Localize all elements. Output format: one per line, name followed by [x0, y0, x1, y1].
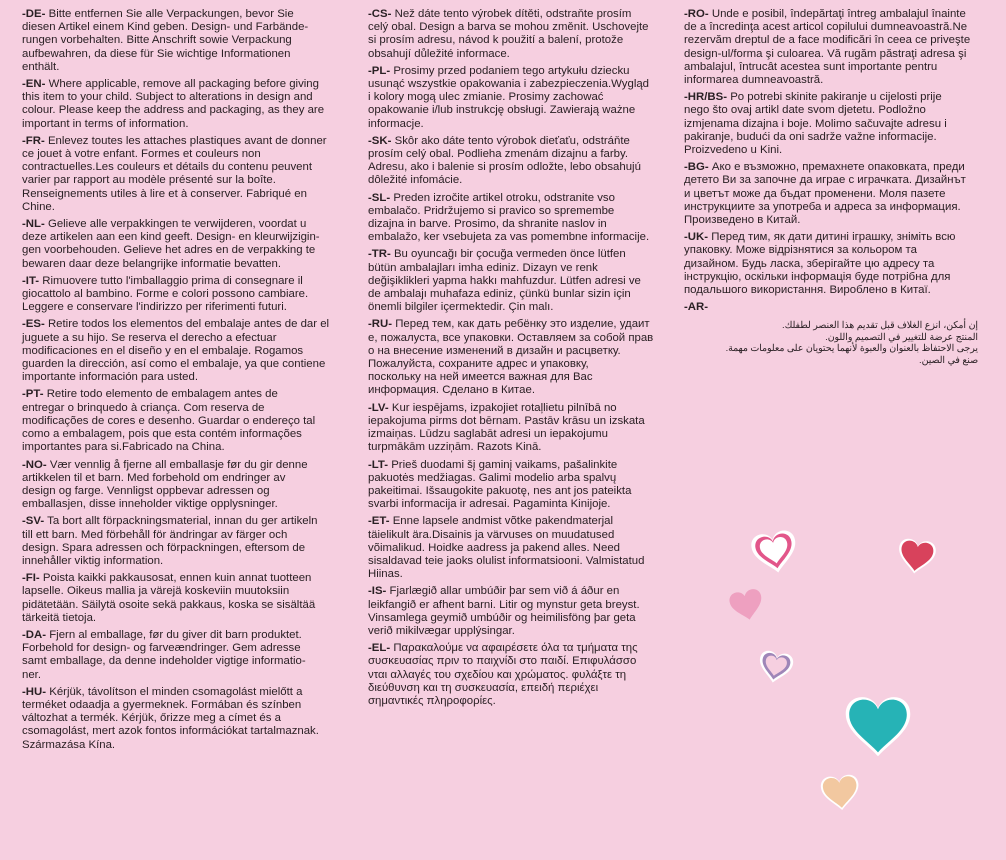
- instruction-text: Unde e posibil, îndepărtaţi întreg ambalajul înainte de a încredinţa acest articol copilului dumneavoastră.Ne rezervăm dreptul de a face modificări în ceea ce priveşte design-ul/forma şi culoarea. Vă rugăm păstraţi adresa şi ambalajul, întrucât acestea sunt importante pentru informarea dumneavoastră.: [684, 8, 971, 87]
- instruction-text: Prieš duodami šį gaminį vaikams, pašalinkite pakuotės medžiagas. Galimi modelio arba spalvų pakeitimai. Išsaugokite pakuotę, nes ant jos pateikta svarbi informacija ir adresai. Pagaminta Kinijoje.: [368, 458, 632, 511]
- language-code: -TR-: [368, 248, 391, 261]
- language-code: -SL-: [368, 191, 391, 204]
- language-code: -LT-: [368, 458, 389, 471]
- instruction-text: Kur iespējams, izpakojiet rotaļlietu pilnībā no iepakojuma pirms dot bērnam. Pastāv krāsu un izskata izmaiņas. Lūdzu saglabāt adresi un iepakojumu turpmākām uzziņām. Razots Kinā.: [368, 401, 645, 454]
- language-code: -LV-: [368, 401, 389, 414]
- language-code: -IT-: [22, 274, 40, 287]
- instruction-paragraph-es: [22, 318, 340, 384]
- instruction-paragraph-en: [22, 78, 340, 131]
- instruction-paragraph-ar: [684, 301, 984, 314]
- language-code: -SV-: [22, 515, 45, 528]
- instruction-text: Poista kaikki pakkausosat, ennen kuin annat tuotteen lapselle. Oikeus mallia ja värejä koskeviin muutoksiin pidätetään. Säilytä osoite sekä pakkaus, koska se sisältää tärkeitä tietoja.: [22, 572, 316, 624]
- instruction-text: Перед тем, как дать ребёнку это изделие, удаит е, пожалуста, все упаковки. Оставляем за собой прав о на внесение изменений в дизайн и расцветку. Пожалуйста, сохраните адрес и упаковку, поскольку на ней имеется важная для Вас информация. Сделано в Китае.: [368, 318, 654, 397]
- instruction-text: Перед тим, як дати дитині іграшку, зніміть всю упаковку. Може відрізнятися за кольором та дизайном. Будь ласка, зберігайте цю адресу та інструкцію, оскільки інформація буде потрібна для подальшого використання. Виробленo в Китаї.: [684, 231, 956, 297]
- instruction-paragraph-nl: [22, 218, 340, 271]
- language-code: -ET-: [368, 515, 390, 528]
- instruction-text: Prosimy przed podaniem tego artykułu dziecku usunąć wszystkie opakowania i zabezpieczenia.Wygląd i kolory mogą ulec zmianie. Prosimy zachować opakowanie i/lub instrukcję obsługi. Zawierają ważne informacje.: [368, 64, 650, 130]
- language-code: -EN-: [22, 78, 46, 91]
- language-code: -NO-: [22, 458, 47, 471]
- language-code: -EL-: [368, 642, 391, 655]
- instruction-text: Skôr ako dáte tento výrobok dieťaťu, odstráňte prosím celý obal. Podlieha zmenám dizajnu a farby. Adresu, ako i balenie si prosím odložte, lebo obsahujú dôležité infomácie.: [368, 134, 641, 187]
- instruction-text: Retire todo elemento de embalagem antes de entregar o brinquedo à criança. Com reserva de modificações de cores e desenho. Guardar o endereço tal como a embalagem, pois que esta contém informações importantes para si.Fabricado na China.: [22, 388, 316, 454]
- heart-icon: [820, 774, 861, 812]
- instruction-paragraph-de: [22, 8, 340, 74]
- instruction-paragraph-sl: [368, 192, 658, 245]
- language-code: -IS-: [368, 585, 387, 598]
- instruction-paragraph-lt: [368, 459, 658, 512]
- language-code: -PT-: [22, 388, 44, 401]
- heart-icon: [846, 697, 911, 756]
- language-code: -NL-: [22, 218, 45, 231]
- heart-icon: [896, 538, 937, 577]
- language-code: -PL-: [368, 64, 391, 77]
- language-code: -DA-: [22, 628, 47, 641]
- language-code: -HR/BS-: [684, 91, 728, 104]
- instruction-paragraph-hu: [22, 686, 340, 752]
- instruction-paragraph-et: [368, 515, 658, 581]
- instruction-text: Ако е възможно, премахнете опаковката, преди детето Ви за започне да играе с играчката. Дизайнът и цветът може да бъдат променени. Моля пазете инструкциите за употреба и адреса за информация. Произведено в Китай.: [684, 161, 966, 227]
- language-code: -FR-: [22, 134, 45, 147]
- language-code: -SK-: [368, 134, 392, 147]
- instruction-paragraph-tr: [368, 248, 658, 314]
- instruction-text: Preden izročite artikel otroku, odstranite vso embalačo. Pridržujemo si pravico so spremembe dizajna in barve. Prosimo, da shranite naslov in embalažo, ker vsebujeta za vas pomembne informacije.: [368, 191, 650, 244]
- instruction-paragraph-sv: [22, 515, 340, 568]
- arabic-text: إن أمكن، انزع الغلاف قبل تقديم هذا العنصر لطفلك. المنتج عرضة للتغيير في التصميم واللون. يرجى الاحتفاظ بالعنوان والعبوة لأنهما يحتويان على معلومات مهمة. صنع في الصين.: [725, 320, 978, 365]
- language-code: -BG-: [684, 161, 709, 174]
- instruction-paragraph-da: [22, 629, 340, 682]
- language-code: -HU-: [22, 685, 47, 698]
- language-code: -RO-: [684, 8, 709, 20]
- instruction-paragraph-el: [368, 642, 658, 708]
- instruction-paragraph-uk: [684, 231, 984, 297]
- language-code: -UK-: [684, 231, 709, 244]
- column-middle: [368, 8, 658, 712]
- instruction-text: Fjern al emballage, før du giver dit barn produktet. Forbehold for design- og farveændringer. Gem adresse samt emballage, da denne indeholder vigtige informatio- ner.: [22, 628, 306, 681]
- instruction-paragraph-cs: [368, 8, 658, 61]
- instruction-text: Kérjük, távolítson el minden csomagolást mielőtt a terméket odaadja a gyermeknek. Formában és színben változhat a termék. Kérjük, őrizze meg a címet és a csomagolást, mert azok fontos információkat tartalmaznak. Származása Kína.: [22, 685, 319, 751]
- instruction-paragraph-lv: [368, 402, 658, 455]
- instruction-text: Rimuovere tutto l'imballaggio prima di consegnare il giocattolo al bambino. Forme e colori possono cambiare. Leggere e conservare l'indirizzo per riferimenti futuri.: [22, 274, 309, 314]
- instruction-paragraph-bg: [684, 161, 984, 227]
- instruction-paragraph-no: [22, 459, 340, 512]
- heart-icon: [750, 529, 801, 577]
- language-code: -CS-: [368, 8, 392, 20]
- heart-icon: [756, 649, 794, 685]
- column-right: [684, 8, 984, 366]
- instruction-paragraph-ro: [684, 8, 984, 87]
- instruction-text: Enlevez toutes les attaches plastiques avant de donner ce jouet à votre enfant. Formes et couleurs non contractuelles.Les couleurs et détails du contenu peuvent varier par rapport au modèle présenté sur la boîte. Renseignements utiles à lire et à conserver. Fabriqué en Chine.: [22, 134, 327, 213]
- instruction-text: Where applicable, remove all packaging before giving this item to your child. Subject to alterations in design and colour. Please keep the address and packaging, as they are important in terms of information.: [22, 78, 325, 130]
- instruction-paragraph-hrbs: [684, 91, 984, 157]
- language-code: -FI-: [22, 572, 40, 585]
- instruction-paragraph-fr: [22, 135, 340, 214]
- heart-icon: [728, 588, 765, 623]
- instruction-paragraph-ru: [368, 318, 658, 397]
- instruction-paragraph-pt: [22, 388, 340, 454]
- instruction-text: Gelieve alle verpakkingen te verwijderen, voordat u deze artikelen aan een kind geeft. Design- en kleurwijzigin- gen voorbehouden. Gelieve het adres en de verpakking te bewaren daar deze belangrijke informatie bevatten.: [22, 218, 320, 270]
- instruction-text: Než dáte tento výrobek dítěti, odstraňte prosím celý obal. Design a barva se mohou změnit. Uschovejte si prosím adresu, návod k použití a balení, protože obsahují důležité informace.: [368, 8, 649, 60]
- instruction-text: Ta bort allt förpackningsmaterial, innan du ger artikeln till ett barn. Med förbehåll för ändringar av färger och design. Spara adressen och förpackningen, eftersom de innehåller viktig information.: [22, 515, 318, 567]
- language-code: -AR-: [684, 301, 709, 314]
- language-code: -DE-: [22, 8, 46, 20]
- instruction-text: Παρακαλούμε να αφαιρέσετε όλα τα τμήματα της συσκευασίας πριν το παιχνίδι στο παιδί. Επιφυλάσσο νται αλλαγές του σχεδίου και χρώματος. φυλάξτε τη διεύθυνση και τη συσκευασία, επειδή περιέχει σημαντικές πληροφορίες.: [368, 642, 638, 707]
- instruction-text: Retire todos los elementos del embalaje antes de dar el juguete a su hijo. Se reserva el derecho a efectuar modificaciones en el diseño y en el embalaje. Rogamos guarden la dirección, así como el embalaje, ya que contiene importante información para usted.: [22, 318, 330, 384]
- column-left: [22, 8, 340, 756]
- instruction-text: Bitte entfernen Sie alle Verpackungen, bevor Sie diesen Artikel einem Kind geben. Design- und Farbände- rungen vorbehalten. Bitte Anschrift sowie Verpackung aufbewahren, da diese für Sie wichtige Informationen enthält.: [22, 8, 309, 73]
- instruction-paragraph-fi: [22, 572, 340, 625]
- instruction-paragraph-sk: [368, 135, 658, 188]
- instruction-paragraph-it: [22, 275, 340, 315]
- language-code: -RU-: [368, 318, 393, 331]
- instruction-text: Vær vennlig å fjerne all emballasje før du gir denne artikkelen til et barn. Med forbehold om endringer av design og farge. Vennligst oppbevar adressen og emballasjen, disse inneholder viktige opplysninger.: [22, 458, 308, 511]
- language-code: -ES-: [22, 318, 45, 331]
- instruction-paragraph-is: [368, 585, 658, 638]
- instruction-text: Fjarlægið allar umbúðir þar sem við á áður en leikfangið er afhent barni. Litir og mynstur geta breyst. Vinsamlega geymið umbúðir og heimilisföng þar geta verið mikilvægar upplýsingar.: [368, 585, 640, 637]
- instruction-paragraph-pl: [368, 65, 658, 131]
- instruction-text: Bu oyuncağı bir çocuğa vermeden önce lütfen bütün ambalajları imha ediniz. Dizayn ve renk değişiklikleri yapma hakkı mahfuzdur. Lütfen adresi ve de ambalajı muhafaza ediniz, çünkü bunlar sizin için önemli bilgiler içermektedir. Çin malı.: [368, 248, 641, 314]
- instruction-text: Enne lapsele andmist võtke pakendmaterjal täielikult ära.Disainis ja värvuses on muudatused võimalikud. Hoidke aadress ja pakend alles. Need sisaldavad teie jaoks olulist informatsiooni. Valmistatud Hiinas.: [368, 515, 645, 581]
- instruction-text: Po potrebi skinite pakiranje u cijelosti prije nego što ovaj artikl date svom djetetu. Podložno izmjenama dizajna i boje. Molimo sačuvajte adresu i pakiranje, budući da oni sadrže važne informacije. Proizvedeno u Kini.: [684, 91, 947, 157]
